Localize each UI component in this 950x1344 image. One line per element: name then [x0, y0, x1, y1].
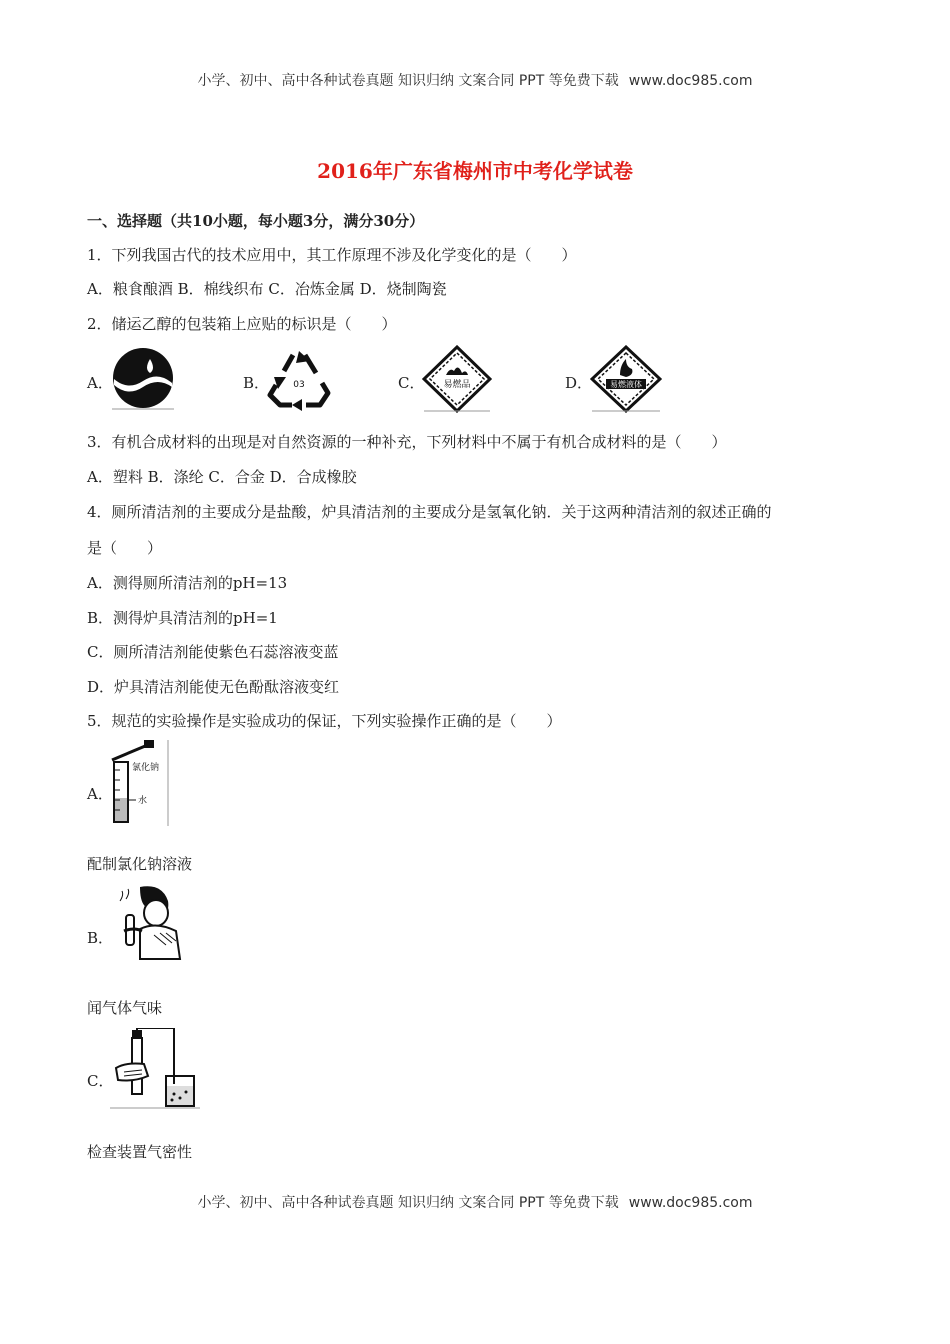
q5-option-b-label: B．	[87, 929, 114, 947]
q2-stem: 2．储运乙醇的包装箱上应贴的标识是（ ）	[87, 315, 397, 333]
q2-sign-b-recycle-icon	[266, 347, 332, 411]
q2-option-a-label: A．	[87, 374, 113, 392]
q3-stem: 3．有机合成材料的出现是对自然资源的一种补充，下列材料中不属于有机合成材料的是（ ）	[87, 433, 727, 451]
footer-url[interactable]: www.doc985.com	[628, 1195, 753, 1211]
q5-figure-c-airtightness-check	[110, 1028, 200, 1110]
section-heading: 一、选择题（共10小题，每小题3分，满分30分）	[87, 212, 425, 230]
page-header	[0, 70, 950, 90]
q4-stem-line1: 4．厕所清洁剂的主要成分是盐酸，炉具清洁剂的主要成分是氢氧化钠．关于这两种清洁剂的叙述正确的	[87, 503, 772, 521]
sign-d-text: 易燃液体	[610, 380, 642, 389]
q5-option-a-caption: 配制氯化钠溶液	[87, 855, 193, 873]
q5-option-b-caption: 闻气体气味	[87, 999, 163, 1017]
header-text: 小学、初中、高中各种试卷真题 知识归纳 文案合同 PPT 等免费下载	[197, 73, 619, 89]
q2-option-d-label: D．	[565, 374, 593, 392]
q3-options: A．塑料 B．涤纶 C．合金 D．合成橡胶	[87, 468, 357, 486]
page-footer	[0, 1192, 950, 1212]
q5-figure-b-smelling-gas	[110, 883, 184, 961]
q2-option-b-label: B．	[243, 374, 270, 392]
q4-stem-line2: 是（ ）	[87, 539, 163, 557]
figure-a-label-water: 水	[138, 796, 148, 806]
q4-option-a: A．测得厕所清洁剂的pH=13	[87, 574, 288, 592]
q2-sign-c-flammable-icon	[422, 345, 492, 413]
figure-a-label-nacl: 氯化钠	[132, 763, 160, 773]
q5-option-a-label: A．	[87, 785, 113, 803]
q5-figure-a-graduated-cylinder	[110, 740, 172, 826]
header-url[interactable]: www.doc985.com	[628, 73, 753, 89]
q2-option-c-label: C．	[398, 374, 425, 392]
q2-sign-a-water-reactive-icon	[110, 347, 176, 411]
svg-text:03: 03	[293, 380, 305, 390]
q2-sign-d-flammable-liquid-icon	[590, 345, 662, 413]
q1-stem: 1．下列我国古代的技术应用中，其工作原理不涉及化学变化的是（ ）	[87, 246, 577, 264]
q1-options: A．粮食酿酒 B．棉线织布 C．冶炼金属 D．烧制陶瓷	[87, 280, 447, 298]
q5-option-c-label: C．	[87, 1072, 114, 1090]
q4-option-d: D．炉具清洁剂能使无色酚酞溶液变红	[87, 678, 340, 696]
q4-option-c: C．厕所清洁剂能使紫色石蕊溶液变蓝	[87, 643, 339, 661]
q4-option-b: B．测得炉具清洁剂的pH=1	[87, 609, 278, 627]
q5-stem: 5．规范的实验操作是实验成功的保证，下列实验操作正确的是（ ）	[87, 712, 562, 730]
q5-option-c-caption: 检查装置气密性	[87, 1143, 193, 1161]
footer-text: 小学、初中、高中各种试卷真题 知识归纳 文案合同 PPT 等免费下载	[197, 1195, 619, 1211]
sign-c-text: 易燃品	[443, 380, 471, 390]
page-title: 2016年广东省梅州市中考化学试卷	[317, 159, 633, 183]
